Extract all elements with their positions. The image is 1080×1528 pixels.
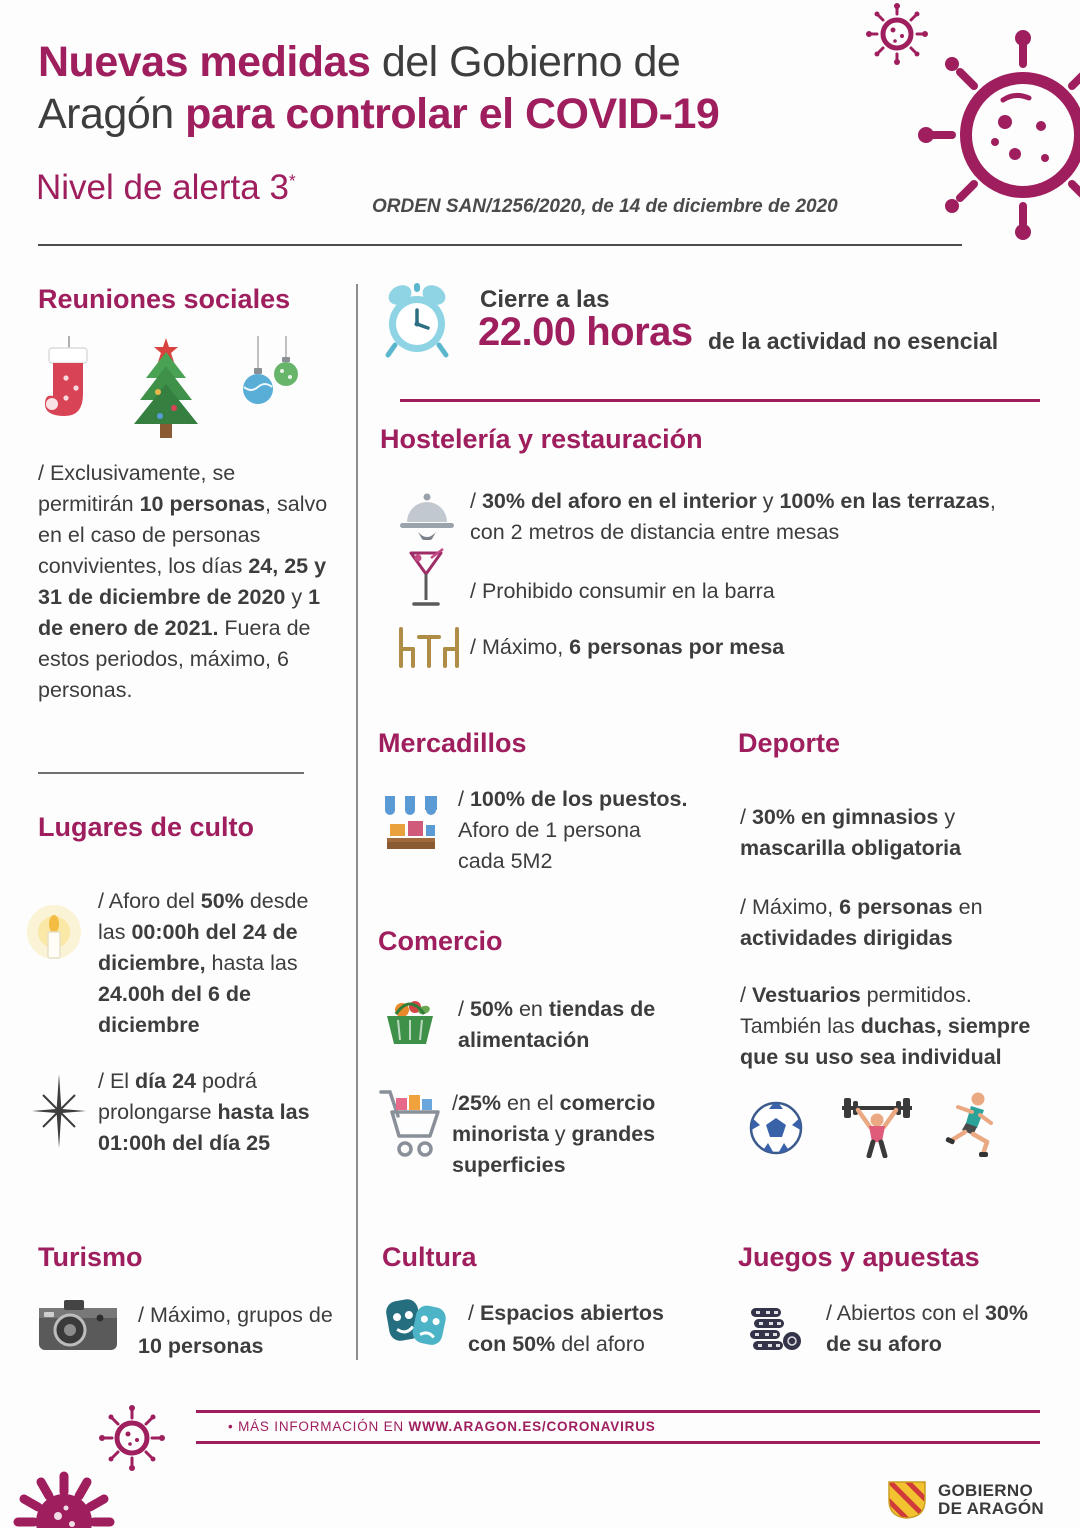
christmas-icons — [36, 336, 306, 440]
header-divider — [38, 244, 962, 246]
section-heading-turismo: Turismo — [38, 1242, 143, 1272]
section-heading-deporte: Deporte — [738, 728, 841, 758]
deporte-item-1: / 30% en gimnasios y mascarilla obligatoria — [740, 805, 962, 860]
section-heading-comercio: Comercio — [378, 926, 503, 956]
cultura-body: / Espacios abiertos con 50% del aforo — [468, 1301, 664, 1356]
cierre-time: 22.00 horas — [478, 310, 693, 354]
footer-divider-bottom — [196, 1441, 1040, 1444]
comercio-item-1: / 50% en tiendas de alimentación — [458, 997, 656, 1052]
aragon-shield-icon — [886, 1480, 928, 1520]
hosteleria-item-2: / Prohibido consumir en la barra — [470, 579, 775, 603]
poker-chips-icon — [748, 1294, 802, 1352]
juegos-body: / Abiertos con el 30% de su aforo — [826, 1301, 1028, 1356]
logo-line-2: DE ARAGÓN — [938, 1499, 1044, 1518]
virus-icon — [855, 0, 1080, 255]
section-heading-reuniones: Reuniones sociales — [38, 284, 291, 314]
footer-divider-top — [196, 1410, 1040, 1413]
camera-icon — [38, 1296, 118, 1352]
logo-line-1: GOBIERNO — [938, 1480, 1033, 1500]
runner-icon — [944, 1090, 1000, 1160]
section-heading-cultura: Cultura — [382, 1242, 477, 1272]
shopping-cart-icon — [378, 1086, 442, 1160]
title-line-1: Nuevas medidas del Gobierno de — [38, 38, 681, 86]
grocery-basket-icon — [382, 990, 438, 1048]
mercadillos-body: / 100% de los puestos. Aforo de 1 persona cada 5M2 — [458, 787, 688, 873]
theater-masks-icon — [382, 1292, 448, 1354]
table-and-chairs-icon — [396, 624, 462, 670]
market-stall-icon — [382, 794, 440, 854]
cierre-line-2: de la actividad no esencial — [708, 328, 999, 354]
column-separator — [356, 284, 358, 1360]
serving-cloche-icon — [398, 488, 456, 540]
christmas-stocking-icon — [36, 336, 98, 428]
lugares-culto-item-1: / Aforo del 50% desde las 00:00h del 24 de diciembre, hasta las 24.00h del 6 de diciembre — [98, 889, 309, 1037]
title-line-2: Aragón para controlar el COVID-19 — [38, 90, 720, 139]
section-heading-hosteleria: Hostelería y restauración — [380, 424, 703, 454]
section-heading-lugares-culto: Lugares de culto — [38, 812, 255, 842]
section-heading-mercadillos: Mercadillos — [378, 728, 527, 758]
alert-level-text: Nivel de alerta 3 — [36, 168, 289, 207]
lugares-culto-item-2: / El día 24 podrá prolongarse hasta las 01:00h del día 25 — [98, 1069, 310, 1155]
alert-level-asterisk: * — [288, 170, 296, 191]
page-title — [38, 36, 719, 141]
weightlifter-icon — [838, 1094, 916, 1158]
hosteleria-item-3: / Máximo, 6 personas por mesa — [470, 635, 785, 659]
gobierno-aragon-logo — [886, 1480, 1044, 1520]
deporte-item-2: / Máximo, 6 personas en actividades dirigidas — [740, 895, 983, 950]
candle-icon — [18, 902, 90, 974]
hosteleria-item-1: / 30% del aforo en el interior y 100% en las terrazas, con 2 metros de distancia entre mesas — [470, 489, 996, 544]
christmas-tree-icon — [128, 336, 204, 440]
deporte-item-3: / Vestuarios permitidos. También las duchas, siempre que su uso sea individual — [740, 983, 1031, 1069]
section-heading-juegos: Juegos y apuestas — [738, 1242, 980, 1272]
left-column-divider — [38, 772, 304, 774]
cierre-line-1: Cierre a las — [480, 286, 610, 313]
alarm-clock-icon — [382, 282, 452, 358]
cierre-divider — [400, 399, 1040, 402]
bethlehem-star-icon — [30, 1074, 88, 1148]
footer-info: • MÁS INFORMACIÓN EN WWW.ARAGON.ES/CORONAVIRUS — [228, 1419, 656, 1434]
soccer-ball-icon — [748, 1100, 804, 1156]
order-reference: ORDEN SAN/1256/2020, de 14 de diciembre de 2020 — [372, 196, 838, 217]
virus-solid-icon — [10, 1464, 122, 1528]
reuniones-body: / Exclusivamente, se permitirán 10 personas, salvo en el caso de personas convivientes, los días 24, 25 y 31 de diciembre de 2020 y 1 de enero de 2021. Fuera de estos periodos, máximo, 6 personas. — [38, 461, 328, 702]
comercio-item-2: /25% en el comercio minorista y grandes superficies — [452, 1091, 656, 1177]
logo-text — [938, 1482, 1044, 1519]
christmas-baubles-icon — [234, 336, 306, 434]
cocktail-icon — [406, 548, 452, 612]
turismo-body: / Máximo, grupos de 10 personas — [138, 1303, 333, 1358]
alert-level — [36, 168, 296, 208]
